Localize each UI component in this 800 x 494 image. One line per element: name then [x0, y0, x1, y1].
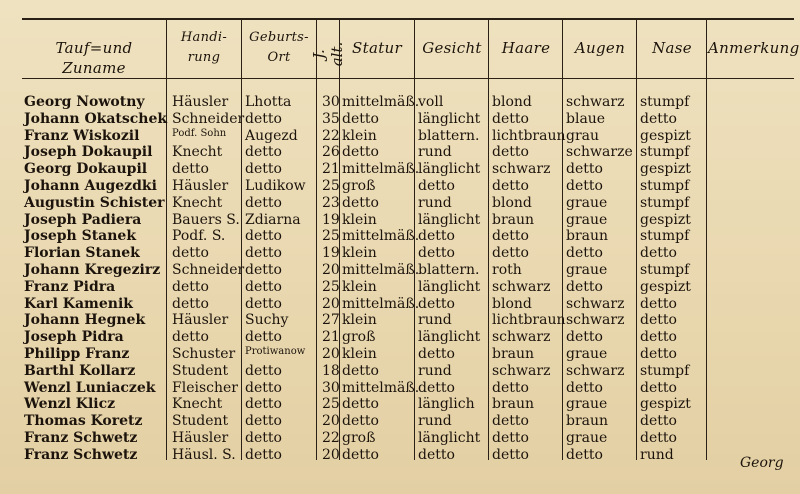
cell-statur: detto: [342, 413, 379, 430]
cell-gesicht: länglicht: [418, 430, 481, 446]
cell-hand: detto: [172, 278, 209, 295]
cell-gesicht: voll: [418, 94, 444, 110]
table-row: [0, 144, 800, 161]
cell-ort: Ludikow: [245, 178, 306, 194]
table-row: [0, 363, 800, 380]
cell-gesicht: detto: [418, 295, 455, 312]
header-alter: J. alt.: [310, 41, 346, 67]
cell-nase: detto: [640, 430, 677, 446]
cell-ort: detto: [245, 228, 282, 245]
cell-haare: detto: [492, 228, 529, 245]
cell-statur: groß: [342, 178, 376, 194]
cell-name: Joseph Dokaupil: [24, 144, 153, 161]
cell-haare: schwarz: [492, 329, 551, 346]
cell-alt: 35: [322, 110, 340, 127]
cell-gesicht: detto: [418, 346, 455, 362]
table-row: [0, 447, 800, 464]
cell-alt: 27: [322, 312, 340, 329]
cell-gesicht: länglicht: [418, 278, 481, 295]
cell-haare: detto: [492, 379, 529, 396]
cell-gesicht: detto: [418, 446, 455, 463]
table-row: [0, 296, 800, 313]
cell-hand: Schneider: [172, 262, 245, 278]
cell-nase: detto: [640, 346, 677, 362]
cell-ort: Protiwanow: [245, 346, 306, 357]
cell-ort: detto: [245, 144, 282, 161]
cell-haare: braun: [492, 396, 535, 413]
cell-gesicht: detto: [418, 245, 455, 262]
cell-alt: 25: [322, 228, 340, 245]
cell-augen: braun: [566, 228, 609, 245]
cell-haare: detto: [492, 144, 529, 161]
cell-alt: 20: [322, 346, 340, 362]
cell-name: Franz Schwetz: [24, 430, 138, 446]
cell-haare: lichtbraun: [492, 127, 566, 144]
cell-ort: detto: [245, 446, 282, 463]
table-row: [0, 413, 800, 430]
cell-nase: detto: [640, 245, 677, 262]
cell-hand: Schuster: [172, 346, 236, 362]
header-haare: Haare: [501, 39, 551, 57]
cell-gesicht: länglicht: [418, 329, 481, 346]
cell-nase: gespizt: [640, 211, 691, 228]
cell-name: Joseph Pidra: [24, 329, 124, 346]
cell-alt: 20: [322, 262, 340, 278]
cell-name: Joseph Padiera: [24, 211, 142, 228]
cell-name: Philipp Franz: [24, 346, 130, 362]
cell-hand: Häusler: [172, 430, 229, 446]
cell-augen: schwarz: [566, 94, 625, 110]
cell-haare: detto: [492, 245, 529, 262]
cell-hand: detto: [172, 329, 209, 346]
cell-ort: detto: [245, 262, 282, 278]
cell-ort: detto: [245, 379, 282, 396]
cell-name: Georg Nowotny: [24, 94, 145, 110]
cell-statur: klein: [342, 346, 377, 362]
table-row: [0, 128, 800, 145]
cell-alt: 25: [322, 278, 340, 295]
cell-augen: blaue: [566, 110, 606, 127]
cell-augen: schwarz: [566, 295, 625, 312]
cell-statur: klein: [342, 245, 377, 262]
cell-nase: detto: [640, 379, 677, 396]
cell-gesicht: länglicht: [418, 211, 481, 228]
cell-statur: detto: [342, 144, 379, 161]
cell-hand: Knecht: [172, 144, 223, 161]
cell-ort: detto: [245, 396, 282, 413]
table-row: [0, 161, 800, 178]
cell-augen: detto: [566, 245, 603, 262]
cell-nase: stumpf: [640, 178, 690, 194]
cell-augen: detto: [566, 278, 603, 295]
cell-hand: Student: [172, 362, 229, 379]
cell-ort: detto: [245, 329, 282, 346]
cell-name: Franz Schwetz: [24, 446, 138, 463]
cell-hand: detto: [172, 161, 209, 178]
cell-augen: schwarze: [566, 144, 633, 161]
cell-haare: detto: [492, 430, 529, 446]
cell-statur: detto: [342, 110, 379, 127]
cell-name: Wenzl Klicz: [24, 396, 116, 413]
cell-alt: 19: [322, 211, 340, 228]
table-row: [0, 380, 800, 397]
table-row: [0, 245, 800, 262]
cell-nase: detto: [640, 295, 677, 312]
cell-alt: 20: [322, 295, 340, 312]
cell-gesicht: blattern.: [418, 127, 480, 144]
cell-ort: detto: [245, 295, 282, 312]
cell-nase: stumpf: [640, 94, 690, 110]
cell-ort: Augezd: [245, 127, 298, 144]
header-statur: Statur: [352, 39, 402, 57]
table-row: [0, 312, 800, 329]
cell-alt: 21: [322, 329, 340, 346]
cell-hand: Bauers S.: [172, 211, 240, 228]
cell-augen: graue: [566, 211, 608, 228]
cell-augen: detto: [566, 379, 603, 396]
cell-ort: Zdiarna: [245, 211, 301, 228]
cell-gesicht: rund: [418, 194, 452, 211]
cell-hand: Häusler: [172, 178, 229, 194]
table-row: [0, 262, 800, 279]
cell-alt: 26: [322, 144, 340, 161]
cell-statur: klein: [342, 278, 377, 295]
cell-name: Augustin Schister: [24, 194, 165, 211]
cell-hand: Student: [172, 413, 229, 430]
table-row: [0, 195, 800, 212]
cell-haare: blond: [492, 94, 532, 110]
cell-statur: detto: [342, 396, 379, 413]
cell-nase: stumpf: [640, 228, 690, 245]
cell-name: Georg Dokaupil: [24, 161, 148, 178]
cell-statur: detto: [342, 362, 379, 379]
cell-name: Wenzl Luniaczek: [24, 379, 156, 396]
table-row: [0, 94, 800, 111]
cell-name: Franz Pidra: [24, 278, 116, 295]
cell-name: Barthl Kollarz: [24, 362, 136, 379]
cell-nase: detto: [640, 110, 677, 127]
cell-alt: 30: [322, 379, 340, 396]
table-row: [0, 178, 800, 195]
cell-alt: 22: [322, 430, 340, 446]
cell-ort: detto: [245, 245, 282, 262]
cell-gesicht: detto: [418, 379, 455, 396]
cell-hand: Podf. Sohn: [172, 127, 227, 139]
cell-ort: detto: [245, 362, 282, 379]
header-anmerkung: Anmerkung: [708, 39, 800, 57]
cell-haare: braun: [492, 211, 535, 228]
cell-alt: 20: [322, 413, 340, 430]
cell-nase: detto: [640, 329, 677, 346]
cell-hand: Fleischer: [172, 379, 238, 396]
cell-name: Karl Kamenik: [24, 295, 133, 312]
cell-nase: gespizt: [640, 161, 691, 178]
cell-statur: detto: [342, 194, 379, 211]
cell-hand: Knecht: [172, 194, 223, 211]
cell-name: Joseph Stanek: [24, 228, 137, 245]
cell-gesicht: detto: [418, 228, 455, 245]
cell-augen: graue: [566, 396, 608, 413]
cell-haare: blond: [492, 295, 532, 312]
cell-ort: detto: [245, 194, 282, 211]
header-geburtsort: Geburts- Ort: [249, 30, 309, 65]
header-augen: Augen: [574, 39, 626, 57]
cell-haare: schwarz: [492, 362, 551, 379]
cell-nase: stumpf: [640, 144, 690, 161]
cell-name: Johann Kregezirz: [24, 262, 161, 278]
cell-haare: braun: [492, 346, 535, 362]
cell-nase: rund: [640, 446, 674, 463]
cell-statur: mittelmäß.: [342, 161, 420, 178]
cell-hand: Häusler: [172, 94, 229, 110]
header-gesicht: Gesicht: [422, 39, 482, 57]
cell-haare: roth: [492, 262, 522, 278]
table-row: [0, 346, 800, 363]
footer-catchword: Georg: [740, 455, 784, 471]
cell-haare: detto: [492, 413, 529, 430]
cell-ort: detto: [245, 161, 282, 178]
cell-alt: 22: [322, 127, 340, 144]
cell-augen: schwarz: [566, 362, 625, 379]
header-nase: Nase: [652, 39, 692, 57]
cell-gesicht: länglicht: [418, 110, 481, 127]
cell-augen: grau: [566, 127, 600, 144]
table-row: [0, 111, 800, 128]
cell-haare: detto: [492, 110, 529, 127]
table-row: [0, 396, 800, 413]
cell-ort: detto: [245, 278, 282, 295]
cell-augen: braun: [566, 413, 609, 430]
cell-ort: detto: [245, 430, 282, 446]
cell-gesicht: rund: [418, 312, 452, 329]
header-handirung: Handi- rung: [180, 30, 228, 65]
cell-nase: gespizt: [640, 127, 691, 144]
cell-gesicht: länglich: [418, 396, 475, 413]
cell-alt: 30: [322, 94, 340, 110]
cell-statur: mittelmäß.: [342, 262, 420, 278]
cell-name: Franz Wiskozil: [24, 127, 140, 144]
cell-hand: Podf. S.: [172, 228, 226, 245]
cell-gesicht: blattern.: [418, 262, 480, 278]
cell-hand: detto: [172, 245, 209, 262]
cell-alt: 20: [322, 446, 340, 463]
header-name: Tauf=und Zuname: [55, 39, 133, 77]
cell-gesicht: rund: [418, 413, 452, 430]
cell-haare: lichtbraun: [492, 312, 566, 329]
cell-alt: 25: [322, 178, 340, 194]
cell-nase: stumpf: [640, 362, 690, 379]
cell-augen: graue: [566, 194, 608, 211]
top-rule: [22, 18, 794, 20]
cell-nase: stumpf: [640, 262, 690, 278]
cell-alt: 21: [322, 161, 340, 178]
cell-alt: 23: [322, 194, 340, 211]
cell-hand: Häusl. S.: [172, 446, 236, 463]
cell-statur: klein: [342, 211, 377, 228]
cell-gesicht: detto: [418, 178, 455, 194]
cell-gesicht: länglicht: [418, 161, 481, 178]
cell-statur: groß: [342, 430, 376, 446]
cell-statur: mittelmäß.: [342, 94, 420, 110]
table-row: [0, 212, 800, 229]
cell-name: Florian Stanek: [24, 245, 140, 262]
cell-augen: graue: [566, 262, 608, 278]
cell-name: Thomas Koretz: [24, 413, 143, 430]
cell-nase: gespizt: [640, 278, 691, 295]
cell-hand: Häusler: [172, 312, 229, 329]
cell-statur: klein: [342, 127, 377, 144]
cell-gesicht: rund: [418, 362, 452, 379]
cell-augen: graue: [566, 346, 608, 362]
cell-augen: detto: [566, 446, 603, 463]
cell-statur: detto: [342, 446, 379, 463]
cell-statur: groß: [342, 329, 376, 346]
cell-statur: klein: [342, 312, 377, 329]
cell-nase: detto: [640, 413, 677, 430]
cell-haare: schwarz: [492, 278, 551, 295]
cell-name: Johann Augezdki: [24, 178, 157, 194]
cell-ort: Lhotta: [245, 94, 292, 110]
cell-haare: schwarz: [492, 161, 551, 178]
cell-hand: Schneider: [172, 110, 245, 127]
cell-haare: blond: [492, 194, 532, 211]
cell-statur: mittelmäß.: [342, 228, 420, 245]
cell-ort: Suchy: [245, 312, 289, 329]
cell-ort: detto: [245, 110, 282, 127]
cell-name: Johann Hegnek: [24, 312, 146, 329]
cell-augen: detto: [566, 329, 603, 346]
cell-augen: detto: [566, 178, 603, 194]
cell-gesicht: rund: [418, 144, 452, 161]
cell-alt: 25: [322, 396, 340, 413]
cell-haare: detto: [492, 178, 529, 194]
cell-hand: Knecht: [172, 396, 223, 413]
cell-statur: mittelmäß.: [342, 295, 420, 312]
cell-name: Johann Okatschek: [24, 110, 168, 127]
header-rule: [22, 78, 794, 79]
cell-nase: gespizt: [640, 396, 691, 413]
cell-ort: detto: [245, 413, 282, 430]
cell-augen: schwarz: [566, 312, 625, 329]
cell-haare: detto: [492, 446, 529, 463]
cell-nase: detto: [640, 312, 677, 329]
cell-augen: graue: [566, 430, 608, 446]
table-row: [0, 279, 800, 296]
cell-nase: stumpf: [640, 194, 690, 211]
table-row: [0, 430, 800, 447]
cell-alt: 18: [322, 362, 340, 379]
cell-augen: detto: [566, 161, 603, 178]
table-row: [0, 329, 800, 346]
table-row: [0, 228, 800, 245]
cell-hand: detto: [172, 295, 209, 312]
cell-statur: mittelmäß.: [342, 379, 420, 396]
cell-alt: 19: [322, 245, 340, 262]
